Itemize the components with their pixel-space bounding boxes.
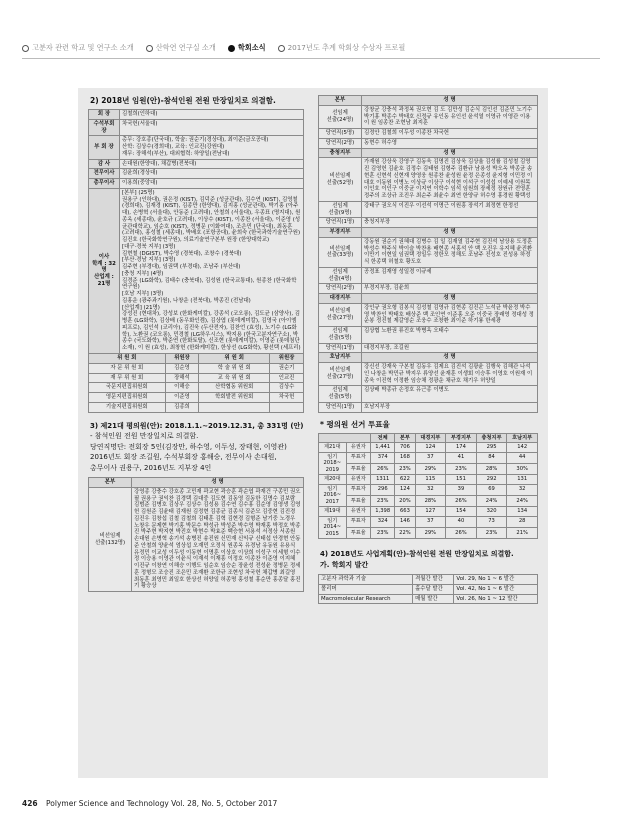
officer-role: 총무이사	[89, 179, 120, 189]
table-row	[319, 527, 538, 538]
top-navigation	[22, 42, 600, 54]
section-3-title: 3) 제21대 평의원(안): 2018.1.1.~2019.12.31, 총 331명 (안)	[90, 421, 304, 430]
section-3-line: 당연직명단: 전회장 5인(김장만, 하수영, 이두성, 장태현, 이영관)	[90, 442, 287, 451]
page-number: 426	[22, 799, 38, 808]
stat-cell: 23%	[476, 527, 507, 538]
stat-cell: 32	[507, 484, 538, 495]
stat-cell: 30%	[507, 463, 538, 474]
table-cell	[199, 402, 270, 412]
table-row	[89, 383, 304, 393]
section-title: 충청지부	[319, 148, 362, 158]
journal-citation: Polymer Science and Technology Vol. 28, No. 5, October 2017	[46, 799, 278, 808]
stat-cell: 127	[415, 507, 446, 517]
journal-volume: Vol. 29, No 1 ~ 6 발간	[454, 575, 538, 585]
row-names: 강신선 강재욱 구본철 김동우 김제요 김진석 김광윤 김행욱 김해관 나석인 나창운 박민규 박지우 류양선 윤재훈 이생회 이승후 이영호 이원재 이종욱 이진혁 이정환 임승채 정광운 채규호 채기우 허양일	[362, 363, 538, 386]
board-line: 김진호 (한국화학연구원), 의료기술연구본부 원장 (한양대학교)	[122, 237, 270, 243]
column-header: 호남지부	[507, 433, 538, 443]
table-row	[319, 105, 538, 128]
column-header: 위원장	[270, 354, 304, 364]
row-label: 당연직(1명)	[319, 343, 362, 353]
table-row	[319, 495, 538, 506]
left-column	[88, 95, 304, 592]
stat-cell: 124	[415, 443, 446, 453]
term-label: 제20대	[319, 475, 347, 485]
board-line: 김홍운 (광주과기원), 나창운 (전북대), 박종진 (전남대)	[122, 297, 251, 304]
row-names: 강인규 권오형 김봉식 김성철 김영규 김현종 김진곤 노석균 박윤정 박수영 박찬인 박태호 배상준 백 조인연 이준홍 오준 이중국 장래영 정대성 정운봉 정진철 제갈영순 조웅수 조창환 최이준 하기룡 한세광	[362, 303, 538, 326]
table-row	[319, 386, 538, 403]
board-line: 김주현 (부경대), 임권택 (부경대), 조남주 (부산대)	[122, 264, 241, 270]
column-header: 대경지부	[415, 433, 446, 443]
column-header: 위 원 회	[199, 354, 270, 364]
row-names: 충청지부장	[362, 218, 538, 228]
stat-cell: 84	[476, 452, 507, 463]
turnout-table	[318, 433, 538, 540]
metric-label: 투표율	[346, 495, 371, 506]
table-row	[319, 303, 538, 326]
metric-label: 투표자	[346, 484, 371, 495]
row-label: 당연직(1명)	[319, 402, 362, 412]
table-row	[319, 218, 538, 228]
stat-cell: 20%	[395, 495, 415, 506]
table-row	[319, 363, 538, 386]
journal-name: 폴리머	[319, 584, 413, 594]
table-cell: 김순영	[165, 363, 199, 373]
table-cell: 교 육 위 원 회	[199, 373, 270, 383]
council-names: 강영종 강충수 강호종 고민재 곽교현 곽승훈 곽순엽 곽재건 구종민 권오필 권용구 권익찬 김경택 김대중 김도현 김동영 김동한 김명수 김보람 김범준 김병호 김상우 김상수 김성용 김수연 김수홍 김순영 김영생 김영헌 김원준 김윤태 김재원 김정현 김종균 김종식 김준모 김중현 김진경 김진우 김창섭 김철 김철희 김태훈 김혁 김현경 김형준 남기중 노경우 노창우 문제현 박기홍 박문수 박성규 박성준 박수영 박재홍 박정호 박종진 박주현 박지현 박진호 박현수 박효준 백승현 서용석 서정상 서종원 손대원 손병혁 송기석 송병진 송진원 신민재 신익규 신태섭 안경현 안동준 안철희 양윤석 엄상섭 오재민 오정식 원종옥 유경남 유동원 유용식 유정민 이교성 이두성 이동현 이명훈 이상호 이상희 이성구 이세형 이수정 이승용 이영관 이윤식 이재석 이재흥 이정호 이종찬 이준영 이지혜 이진규 이창연 이해승 이행도 임순호 임승순 장윤성 전성윤 정병문 정세훈 정형모 조승진 조은민 조재환 조한규 조현성 차국헌 채갑병 최길영 최동훈 최영민 최일호 한상선 허양일 허종명 홍성철 홍순만 홍종달 홍진기 황승상	[132, 487, 304, 591]
table-row	[319, 158, 538, 202]
stat-cell: 1,398	[371, 507, 395, 517]
bullet-icon	[22, 45, 29, 52]
row-label: 선임제 선출(4명)	[319, 267, 362, 284]
stat-cell: 23%	[371, 527, 395, 538]
section-3-line: 2016년도 회장 조길원, 수석부회장 홍해승, 전무이사 손대원,	[90, 453, 277, 462]
table-row	[319, 402, 538, 412]
board-members-cell	[120, 188, 304, 353]
column-header: 성 명	[362, 353, 538, 363]
stat-cell: 374	[371, 452, 395, 463]
metric-label: 투표율	[346, 527, 371, 538]
journal-frequency: 매월 발간	[413, 594, 454, 604]
stat-cell: 622	[395, 475, 415, 485]
board-line: [호남 지부] (3명)	[122, 291, 164, 297]
column-header: 전체	[371, 433, 395, 443]
nav-item-label: 2017년도 추계 학회상 수상자 프로필	[287, 43, 406, 52]
table-row	[89, 179, 304, 189]
metric-label: 유권자	[346, 507, 371, 517]
table-row	[319, 484, 538, 495]
board-line: [본부] (25명)	[122, 189, 155, 196]
row-label: 당연직(2명)	[319, 284, 362, 294]
stat-cell: 663	[395, 507, 415, 517]
section-3-paragraph	[90, 421, 304, 474]
bullet-icon	[228, 45, 235, 52]
nav-item-award-profiles[interactable]	[278, 43, 406, 53]
page-footer	[22, 799, 277, 808]
table-row	[89, 363, 304, 373]
stat-cell: 24%	[476, 495, 507, 506]
section-3-line: - 참석인원 전원 만장일치로 의결함.	[90, 432, 199, 441]
officer-name: 손대원(한양대), 채갑병(전북대)	[120, 159, 304, 169]
journal-volume: Vol. 26, No 1 ~ 12 발간	[454, 594, 538, 604]
stat-cell: 296	[371, 484, 395, 495]
table-row	[319, 443, 538, 453]
officer-role: 감 사	[89, 159, 120, 169]
stat-cell: 320	[476, 507, 507, 517]
table-row	[319, 452, 538, 463]
stat-cell: 134	[507, 507, 538, 517]
stat-cell: 292	[476, 475, 507, 485]
row-names: 김정안 김철희 이두성 이종찬 차국헌	[362, 129, 538, 139]
nav-divider	[22, 58, 600, 59]
stat-cell: 295	[476, 443, 507, 453]
row-names: 가재원 강상욱 강영구 김동욱 김명진 김상욱 김상율 김성률 김성철 김영진 김영헌 김윤호 김정수 김태원 김형주 김환규 남용성 박오옥 박종균 송현훈 신현석 신현재 양영웅 원종찬 윤성원 윤정 은종성 윤지형 이민정 이대호 이동원 이병노 이상규 이상구 이석현 이석구 이성섭 이예세 이원목 이인호 이인구 이중균 이지연 이학수 임석 임원희 장세정 장원규 전영훈 정주의 조상규 조진우 최순주 최윤수 최연 한양규 허수영 홍경원 황택성	[362, 158, 538, 202]
section-title: 대경지부	[319, 294, 362, 304]
board-line: [대구·경북 지부] (3명)	[122, 243, 176, 250]
metric-label: 투표율	[346, 463, 371, 474]
right-column	[318, 95, 538, 604]
section-3-line: 총무이사 권용구, 2016년도 지부장 4인	[90, 463, 212, 472]
column-header: 성 명	[362, 148, 538, 158]
table-row	[319, 284, 538, 294]
journal-name: Macromolecular Research	[319, 594, 413, 604]
journal-volume: Vol. 42, No 1 ~ 6 발간	[454, 584, 538, 594]
table-row	[319, 237, 538, 267]
row-names: 김상배 박종규 손정호 유근종 이병도	[362, 386, 538, 403]
section-header-row	[319, 228, 538, 238]
council-regions-table	[318, 95, 538, 413]
board-label: 이사 학계 : 32명 산업계 : 21명	[89, 188, 120, 353]
table-row	[89, 373, 304, 383]
board-line: 권용구 (인하대), 권은정 (KIST), 김덕준 (성균관대), 김수연 (KIST), 김영철 (경희대), 김재경 (KIST), 김종만 (한양대), 김지홍 (성균관대), 박기홍 (아주대), 손병혁 (서울대), 안동준 (고려대), 안철희 (서울대), 우종표 (명지대), 원종옥 (세종대), 윤호규 (고려대), 이상수 (KIST), 이종찬 (서울대), 이준영 (성균관대학교), 임순호 (KIST), 정병문 (이화여대), 조은민 (단국대), 최동훈 (고려대), 홍성철 (세종대), 박배호 (포항공대), 윤희숙 (한국과학기술연구원)	[122, 196, 301, 237]
stat-cell: 37	[415, 452, 446, 463]
row-label: 선임제 선출(9명)	[319, 201, 362, 218]
officer-name: 김철희(인하대)	[120, 110, 304, 120]
table-row	[89, 402, 304, 412]
section-4-paragraph	[320, 549, 538, 570]
table-row	[89, 159, 304, 169]
table-header-row	[89, 478, 304, 488]
table-row	[319, 594, 538, 604]
row-names: 공정표 김재영 성일경 이규세	[362, 267, 538, 284]
stat-cell: 706	[395, 443, 415, 453]
stat-cell: 29%	[415, 463, 446, 474]
stat-cell: 44	[507, 452, 538, 463]
board-line: 강성진 (현대차), 강성보 (한화케미칼), 강종석 (코오롱), 김도균 (삼양사), 김병훈 (LG화학), 김상배 (동우화인켐), 김상엽 (롯데케미칼), 김영국 (아이엠피프로), 김인석 (코리아), 김진욱 (두산전자), 김찬언 (효성), 노기수 (LG화학), 노환권 (코오롱), 민경철 (LG하우시스), 박지용 (한국고분자연구소), 박종수 (국도화학), 박준연 (한화토탈), 신조현 (롯데케미칼), 이영준 (롯데첨단소재), 이 원 (효성), 최창헌 (한화케미칼), 한상선 (LG화학), 황선택 (세프리)	[122, 311, 301, 351]
stat-cell: 174	[446, 443, 477, 453]
stat-cell: 41	[446, 452, 477, 463]
stat-cell: 73	[476, 516, 507, 527]
row-label: 비선임제 선출(33명)	[319, 237, 362, 267]
column-header: 본부	[395, 433, 415, 443]
table-row	[319, 575, 538, 585]
table-row	[319, 507, 538, 517]
table-row	[319, 475, 538, 485]
nav-item-society-news[interactable]	[228, 43, 266, 53]
stat-cell: 26%	[446, 495, 477, 506]
term-label: 제19대	[319, 507, 347, 517]
stat-cell: 1,441	[371, 443, 395, 453]
table-row	[319, 343, 538, 353]
row-label: 비선임제 선출(27명)	[319, 303, 362, 326]
table-row	[319, 327, 538, 344]
officer-role: 수석부회장	[89, 119, 120, 136]
row-label: 선임제 선출(24명)	[319, 105, 362, 128]
stat-cell: 324	[371, 516, 395, 527]
stat-cell: 22%	[395, 527, 415, 538]
column-header: 부경지부	[446, 433, 477, 443]
column-header: 성 명	[362, 228, 538, 238]
section-4-title: 4) 2018년도 사업계획(안)-참석인원 전원 만장일치로 의결함.	[320, 550, 514, 558]
row-label: 당연직(2명)	[319, 138, 362, 148]
table-cell: 학 술 위 원 회	[199, 363, 270, 373]
table-cell: 산학협동 위원회	[199, 383, 270, 393]
stat-cell: 168	[395, 452, 415, 463]
row-names: 동현수 허수영	[362, 138, 538, 148]
row-names: 호남지부장	[362, 402, 538, 412]
table-cell: 영문지편집위원회	[89, 393, 166, 403]
row-names: 강태구 권오식 이진우 이선석 이명근 이원흥 장석기 최정현 한정선	[362, 201, 538, 218]
table-cell: 차국헌	[270, 393, 304, 403]
section-header-row	[319, 148, 538, 158]
row-label: 당연직(5명)	[319, 129, 362, 139]
term-label: 임기 2016~ 2017	[319, 484, 347, 507]
section-title: 부경지부	[319, 228, 362, 238]
stat-cell: 115	[415, 475, 446, 485]
column-header: 본부	[89, 478, 132, 488]
table-cell: 이준영	[165, 393, 199, 403]
row-label: 비선임제 선출(27명)	[319, 363, 362, 386]
table-cell	[270, 402, 304, 412]
nav-item-labs[interactable]	[146, 43, 216, 53]
table-cell: 기술지편집위원회	[89, 402, 166, 412]
officer-name: 차국헌(서울대)	[120, 119, 304, 136]
committee-table	[88, 353, 304, 413]
section-header-row	[319, 294, 538, 304]
stat-cell: 151	[446, 475, 477, 485]
stat-cell: 131	[507, 475, 538, 485]
stat-cell: 28%	[415, 495, 446, 506]
section-4-subtitle: 가. 학회지 발간	[320, 560, 369, 569]
journals-table	[318, 574, 538, 604]
stat-cell: 32	[415, 484, 446, 495]
metric-label: 유권자	[346, 443, 371, 453]
officer-name: 김윤희(경상대)	[120, 169, 304, 179]
table-cell: 김종희	[165, 402, 199, 412]
stat-cell: 146	[395, 516, 415, 527]
row-names: 강동원 권순기 권혜대 김병수 김 일 김재열 김주현 김진석 남상용 도정훈 박성수 박주식 박이슬 박찬용 배현종 서홍석 안 백 오진우 유지혜 윤진환 이만기 이현일 임권택 정일두 정한모 정해도 조남주 진성호 진성용 하정식 한종택 허철호 황도호	[362, 237, 538, 267]
stat-cell: 23%	[446, 463, 477, 474]
nav-item-schools[interactable]	[22, 43, 134, 53]
board-line: 김현철 (DGIST), 박수영 (경북대), 조창수 (경북대)	[122, 250, 242, 257]
stat-cell: 39	[446, 484, 477, 495]
stat-cell: 154	[446, 507, 477, 517]
table-row	[319, 516, 538, 527]
board-line: [산업계] (21명)	[122, 304, 160, 311]
section-2-title: 2) 2018년 임원(안)-참석인원 전원 만장일치로 의결함.	[90, 96, 276, 105]
row-names: 대경지부장, 조길원	[362, 343, 538, 353]
council-table	[88, 477, 304, 592]
nav-item-label: 고분자 관련 학교 및 연구소 소개	[32, 43, 134, 52]
officer-role: 부 회 장	[89, 136, 120, 159]
row-label: 선임제 선출(5명)	[319, 386, 362, 403]
column-header: 성 명	[362, 96, 538, 106]
table-header-row	[89, 354, 304, 364]
metric-label: 투표자	[346, 452, 371, 463]
table-row	[319, 267, 538, 284]
row-label: 당연직(1명)	[319, 218, 362, 228]
table-header-row	[319, 96, 538, 106]
stat-cell: 1311	[371, 475, 395, 485]
stat-cell: 24%	[507, 495, 538, 506]
term-label: 제21대	[319, 443, 347, 453]
column-header: 위 원 회	[89, 354, 166, 364]
row-names: 김상협 노환권 류진호 박병옥 오태수	[362, 327, 538, 344]
table-cell: 권순기	[270, 363, 304, 373]
stat-cell: 69	[476, 484, 507, 495]
row-label: 선임제 선출(5명)	[319, 327, 362, 344]
table-cell: 학회발전 위원회	[199, 393, 270, 403]
stat-cell: 40	[446, 516, 477, 527]
section-header-row	[319, 353, 538, 363]
officer-role: 회 장	[89, 110, 120, 120]
stat-cell: 37	[415, 516, 446, 527]
table-row	[319, 201, 538, 218]
table-row	[89, 393, 304, 403]
nav-item-label: 산학연 연구실 소개	[155, 43, 216, 52]
table-row	[319, 584, 538, 594]
table-cell: 인교진	[270, 373, 304, 383]
journal-name: 고분자 과학과 기술	[319, 575, 413, 585]
officer-name: 총무: 강호종(단국대), 학술: 권순기(경상대), 최이준(금오공대) 산학: 김상수(경희대), 교육: 인교진(강원대) 재무: 장해석(부산), 대외협력: 하양일(전남대)	[120, 136, 304, 159]
term-label: 임기 2014~ 2015	[319, 516, 347, 539]
column-header: 충청지부	[476, 433, 507, 443]
journal-frequency: 홀수달 발간	[413, 584, 454, 594]
table-cell: 김상수	[270, 383, 304, 393]
table-row	[319, 129, 538, 139]
journal-frequency: 격월간 발간	[413, 575, 454, 585]
table-row	[89, 169, 304, 179]
table-cell: 자 문 위 원 회	[89, 363, 166, 373]
column-header	[319, 433, 371, 443]
column-header: 위원장	[165, 354, 199, 364]
metric-label: 유권자	[346, 475, 371, 485]
stat-cell: 28	[507, 516, 538, 527]
column-header: 본부	[319, 96, 362, 106]
table-row	[89, 110, 304, 120]
bullet-icon	[278, 45, 285, 52]
table-cell: 국문지편집위원회	[89, 383, 166, 393]
metric-label: 투표자	[346, 516, 371, 527]
stat-cell: 21%	[507, 527, 538, 538]
board-line: 김경준 (LG화학), 김태수 (충북대), 김성원 (한국교통대), 원종찬 (한국화학연구원)	[122, 277, 297, 291]
term-label: 임기 2018~ 2019	[319, 452, 347, 475]
stat-cell: 23%	[395, 463, 415, 474]
stat-cell: 23%	[371, 495, 395, 506]
section-title: 호남지부	[319, 353, 362, 363]
table-row	[89, 136, 304, 159]
stat-cell: 26%	[446, 527, 477, 538]
bullet-icon	[146, 45, 153, 52]
row-label: 비선임제 선출(52명)	[319, 158, 362, 202]
stats-title: * 평의원 선거 투표율	[320, 419, 390, 429]
officer-name: 이용희(중앙대)	[120, 179, 304, 189]
row-names: 강창균 강충석 곽정복 권오현 김 도 김만성 김순식 김인선 김준민 노기수 박기홍 박종수 박태호 신정규 유인동 유인선 윤석열 이영규 이영관 이용 이 원 임종찬 조현남 최지훈	[362, 105, 538, 128]
table-row	[89, 487, 304, 591]
stat-cell: 29%	[415, 527, 446, 538]
stat-cell: 142	[507, 443, 538, 453]
table-header-row	[319, 433, 538, 443]
officer-role: 전무이사	[89, 169, 120, 179]
table-row	[319, 463, 538, 474]
stat-cell: 26%	[371, 463, 395, 474]
table-row	[89, 188, 304, 353]
board-line: [부산·경남 지부] (3명)	[122, 257, 176, 264]
council-label: 비선임제 선출(132명)	[89, 487, 132, 591]
stat-cell: 124	[395, 484, 415, 495]
column-header: 성 명	[362, 294, 538, 304]
stat-cell: 28%	[476, 463, 507, 474]
table-cell: 재 무 위 원 회	[89, 373, 166, 383]
row-names: 부경지부장, 김윤희	[362, 284, 538, 294]
table-cell: 장해석	[165, 373, 199, 383]
table-cell: 이해승	[165, 383, 199, 393]
table-row	[89, 119, 304, 136]
column-header: 성 명	[132, 478, 304, 488]
nav-item-label: 학회소식	[237, 43, 266, 52]
board-line: [충청 지부] (4명)	[122, 270, 164, 277]
officers-table	[88, 109, 304, 354]
table-row	[319, 138, 538, 148]
